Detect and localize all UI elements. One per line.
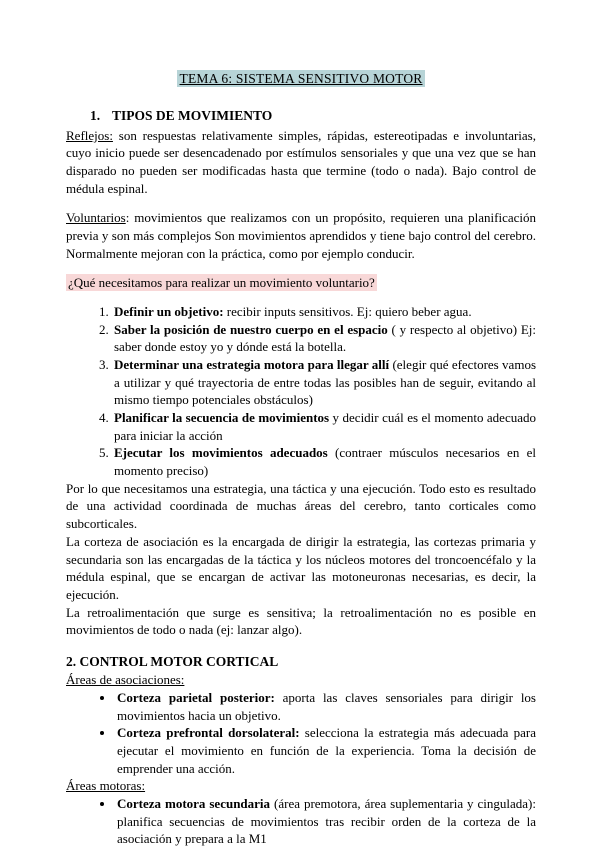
subheading-areas-motoras [66, 777, 536, 795]
list-item [112, 356, 536, 409]
paragraph-question [66, 274, 536, 292]
paragraph-summary: Por lo que necesitamos una estrategia, una táctica y una ejecución. Todo esto es resultado de una actividad coordinada de muchas áreas del cerebro, tanto corticales como subcorticales. [66, 480, 536, 532]
step-rest: ( y respecto al objetivo) Ej: saber donde estoy yo y dónde está la botella. [114, 321, 537, 355]
steps-list [66, 303, 536, 480]
document-title [66, 70, 536, 88]
section1-heading-number: 1. [90, 108, 101, 124]
section2-heading: 2. CONTROL MOTOR CORTICAL [66, 653, 279, 669]
reflejos-label: Reflejos: [66, 127, 113, 143]
bullet-rest: (área premotora, área suplementaria y cingulada): planifica secuencias de movimientos tras recibir orden de la corteza de la asociación y prepara a la M1 [117, 795, 536, 847]
areas-asociaciones-list [66, 689, 536, 777]
bullet-bold: Corteza motora secundaria [117, 795, 271, 811]
paragraph-retroalimentacion: La retroalimentación que surge es sensitiva; la retroalimentación no es posible en movimientos de todo o nada (ej: lanzar algo). [66, 604, 536, 638]
list-item [112, 444, 536, 479]
list-item [115, 795, 536, 848]
step-rest: (contraer músculos necesarios en el momento preciso) [114, 445, 536, 479]
document-title-text: TEMA 6: SISTEMA SENSITIVO MOTOR [177, 70, 426, 87]
bullet-rest: aporta las claves sensoriales para dirigir los movimientos hacia un objetivo. [117, 689, 536, 723]
subheading-areas-asociaciones [66, 671, 536, 689]
paragraph-corteza: La corteza de asociación es la encargada de dirigir la estrategia, las cortezas primaria y secundaria son las encargadas de la táctica y los núcleos motores del troncoencéfalo y la médula espinal, que se encargan de activar las motoneuronas necesarias, es decir, la ejecución. [66, 533, 536, 602]
list-item [115, 724, 536, 777]
list-item [112, 409, 536, 444]
question-text: ¿Qué necesitamos para realizar un movimiento voluntario? [68, 275, 375, 291]
list-item [112, 321, 536, 356]
bullet-rest: selecciona la estrategia más adecuada para ejecutar el movimiento en función de la experiencia. Toma la decisión de emprender una acción. [117, 725, 536, 776]
reflejos-text: son respuestas relativamente simples, rápidas, estereotipadas e involuntarias, cuyo inicio puede ser desencadenado por estímulos sensoriales y que una vez que se han disparado no pueden ser modificadas hasta que termine (todo o nada). Bajo control de médula espinal. [66, 127, 536, 196]
step-bold: Ejecutar los movimientos adecuados [114, 445, 328, 461]
section1-heading [90, 107, 536, 125]
step-rest: recibir inputs sensitivos. Ej: quiero beber agua. [223, 304, 472, 320]
paragraph-voluntarios [66, 209, 536, 262]
step-bold: Definir un objetivo: [114, 304, 224, 320]
subheading-text: Áreas motoras: [66, 778, 146, 794]
bullet-bold: Corteza prefrontal dorsolateral: [117, 725, 300, 741]
step-rest: y decidir cuál es el momento adecuado para iniciar la acción [114, 410, 536, 443]
voluntarios-text: : movimientos que realizamos con un propósito, requieren una planificación previa y son más complejos Son movimientos aprendidos y tiene bajo control del cerebro. Normalmente mejoran con la práctica, como por ejemplo conducir. [66, 210, 536, 261]
subheading-text: Áreas de asociaciones: [66, 672, 185, 688]
step-rest: (elegir qué efectores vamos a utilizar y qué trayectoria de entre todas las posibles han de seguir, evitando al mismo tiempo potenciales obstáculos) [114, 357, 536, 408]
list-item [112, 303, 536, 321]
step-bold: Planificar la secuencia de movimientos [114, 410, 330, 426]
step-bold: Determinar una estrategia motora para llegar allí [114, 357, 390, 373]
paragraph-reflejos [66, 127, 536, 198]
bullet-bold: Corteza parietal posterior: [117, 689, 275, 705]
section1-heading-text: TIPOS DE MOVIMIENTO [112, 108, 273, 124]
areas-motoras-list [66, 795, 536, 848]
voluntarios-label: Voluntarios [66, 210, 126, 226]
step-bold: Saber la posición de nuestro cuerpo en el espacio [114, 321, 388, 337]
list-item [115, 689, 536, 724]
